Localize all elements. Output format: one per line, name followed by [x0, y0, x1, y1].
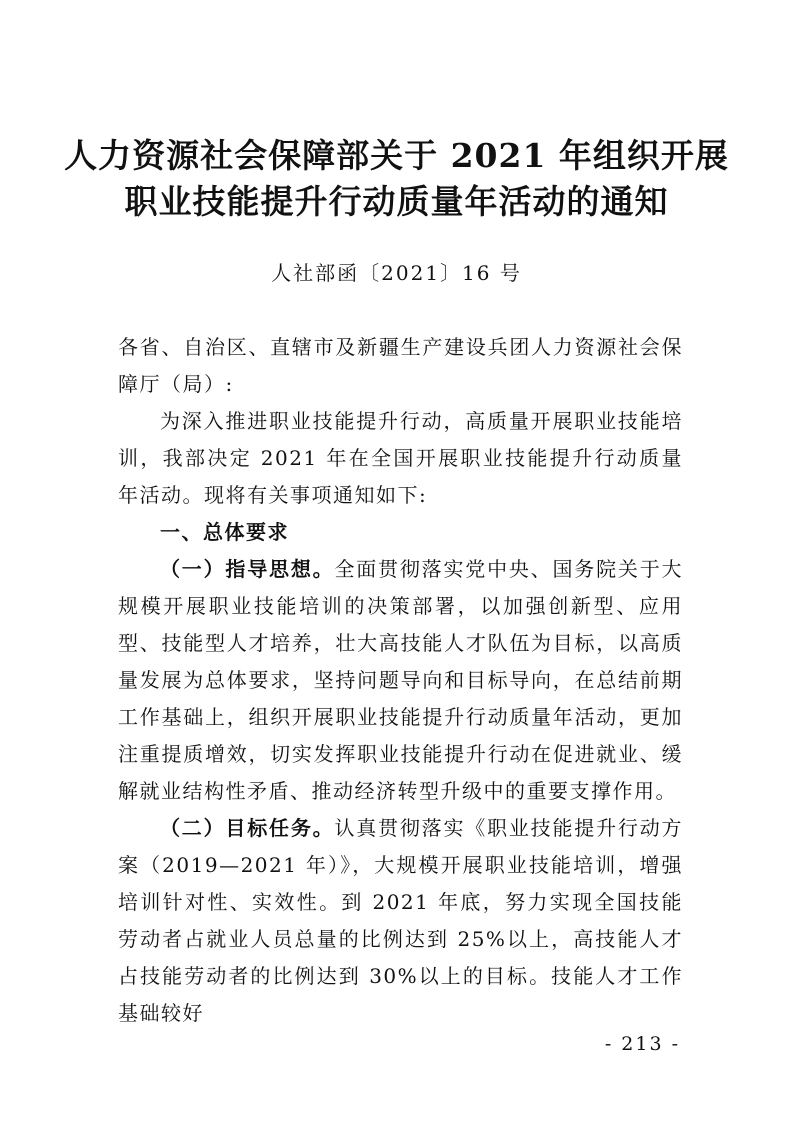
paragraph-text: 认真贯彻落实《职业技能提升行动方案（2019—2021 年）》，大规模开展职业技能培训，增强培训针对性、实效性。到 2021 年底，努力实现全国技能劳动者占就业人员总量的比例达到 25%以上，高技能人才占技能劳动者的比例达到 30%以上的目标。技能人才工作基础较好	[118, 816, 684, 1025]
document-number: 人社部函〔2021〕16 号	[271, 261, 522, 285]
title-line-2: 职业技能提升行动质量年活动的通知	[124, 182, 669, 221]
paragraph-lead: （二）目标任务。	[160, 816, 335, 840]
intro-paragraph: 为深入推进职业技能提升行动，高质量开展职业技能培训，我部决定 2021 年在全国开展职业技能提升行动质量年活动。现将有关事项通知如下:	[118, 409, 683, 507]
addressee: 各省、自治区、直辖市及新疆生产建设兵团人力资源社会保障厅（局）:	[118, 335, 683, 396]
document-body	[118, 329, 683, 1032]
document-title	[60, 133, 733, 225]
paragraph-text: 全面贯彻落实党中央、国务院关于大规模开展职业技能培训的决策部署，以加强创新型、应用型、技能型人才培养，壮大高技能人才队伍为目标，以高质量发展为总体要求，坚持问题导向和目标导向，在总结前期工作基础上，组织开展职业技能提升行动质量年活动，更加注重提质增效，切实发挥职业技能提升行动在促进就业、缓解就业结构性矛盾、推动经济转型升级中的重要支撑作用。	[118, 557, 684, 803]
title-line-1: 人力资源社会保障部关于 2021 年组织开展	[64, 136, 729, 175]
section-heading: 一、总体要求	[160, 520, 289, 544]
page-number: - 213 -	[604, 1033, 680, 1055]
paragraph-target-tasks	[118, 810, 683, 1032]
paragraph-guiding-thought	[118, 551, 683, 810]
paragraph-lead: （一）指导思想。	[160, 557, 335, 581]
